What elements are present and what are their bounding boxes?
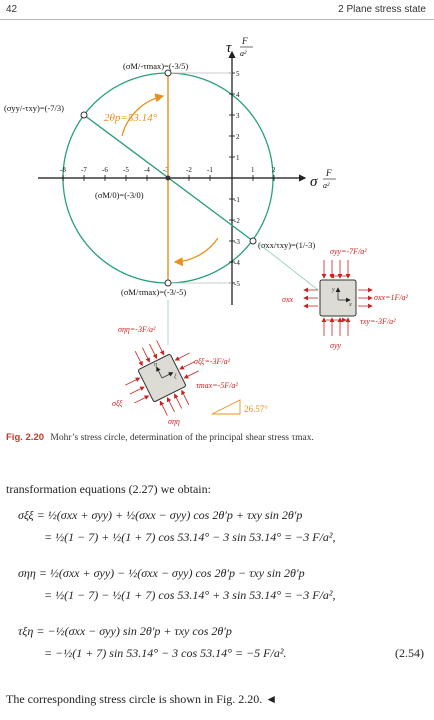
axis-x: x — [349, 302, 352, 308]
y-tick-label: 1 — [236, 154, 240, 162]
x-tick-label: -8 — [60, 166, 66, 174]
x-tick-label: -3 — [163, 166, 169, 174]
elem2-tmax: τmax=-5F/a² — [196, 381, 238, 390]
chapter-title: 2 Plane stress state — [338, 4, 426, 15]
x-tick-label: -6 — [102, 166, 108, 174]
x-tick-label: 1 — [251, 166, 255, 174]
y-tick-label: -5 — [234, 280, 240, 288]
label-right-point: (σxx/τxy)=(1/-3) — [258, 240, 316, 250]
label-top-point: (σM/-τmax)=(-3/5) — [123, 61, 189, 71]
caption-text: Mohr’s stress circle, determination of the principal shear stress τmax. — [50, 433, 314, 443]
elem2-sxx-left: σξξ — [112, 399, 123, 408]
eq-tau-xieta-value: = −½(1 + 7) sin 53.14° − 3 cos 53.14° = −5 F/a². — [44, 646, 287, 660]
y-tick-label: 5 — [236, 70, 240, 78]
angle-arc-lower — [175, 238, 218, 262]
point-left — [81, 112, 87, 118]
stress-element-rotated — [112, 325, 268, 426]
page-header — [0, 3, 434, 19]
leader-line-right — [258, 243, 318, 290]
figure-label: Fig. 2.20 — [6, 432, 45, 443]
y-tick-label: -4 — [234, 259, 240, 267]
label-bottom-point: (σM/τmax)=(-3/-5) — [121, 287, 187, 297]
axis-xi: ξ — [174, 374, 177, 380]
elem1-sxx-left: σxx — [282, 295, 294, 304]
eq-sigma-etaeta-value: = ½(1 − 7) − ½(1 + 7) cos 53.14° + 3 sin 53.14° = −3 F/a², — [44, 588, 336, 602]
point-right — [250, 238, 256, 244]
elem1-syy-bot: σyy — [330, 341, 342, 350]
elem2-snn: σηη=-3F/a² — [118, 325, 156, 334]
elem1-txy: τxy=-3F/a² — [360, 317, 396, 326]
sigma-unit-den: a² — [323, 181, 330, 190]
x-tick-label: -2 — [186, 166, 192, 174]
tau-axis-label: τ — [226, 40, 232, 56]
equation-number: (2.54) — [395, 646, 424, 660]
elem2-sxx: σξξ=-3F/a² — [194, 357, 231, 366]
label-left-point: (σyy/-τxy)=(-7/3) — [4, 103, 64, 113]
tau-unit-num: F — [242, 36, 248, 46]
x-tick-label: -7 — [81, 166, 87, 174]
closing-text: The corresponding stress circle is shown in Fig. 2.20. ◄ — [6, 692, 278, 706]
sigma-axis-label: σ — [310, 174, 318, 190]
y-tick-label: 3 — [236, 112, 240, 120]
y-tick-label: -3 — [234, 238, 240, 246]
angle-label: 2θp=53.14° — [104, 112, 157, 124]
elem1-syy-top: σyy=-7F/a² — [330, 247, 367, 256]
point-bottom — [165, 280, 171, 286]
eq-sigma-xixi: σξξ = ½(σxx + σyy) + ½(σxx − σyy) cos 2θ′p + τxy sin 2θ′p — [18, 508, 303, 522]
y-tick-label: -2 — [234, 217, 240, 225]
eq-sigma-etaeta: σηη = ½(σxx + σyy) − ½(σxx − σyy) cos 2θ′p − τxy sin 2θ′p — [18, 566, 305, 580]
eq-tau-xieta: τξη = −½(σxx − σyy) sin 2θ′p + τxy cos 2θ′p — [18, 624, 232, 638]
point-center — [166, 176, 171, 181]
x-tick-label: 2 — [272, 166, 276, 174]
x-tick-label: -4 — [144, 166, 150, 174]
elem2-angle: 26.57° — [244, 404, 268, 414]
y-tick-label: 4 — [236, 91, 240, 99]
intro-text: transformation equations (2.27) we obtain: — [6, 482, 211, 496]
y-tick-label: 2 — [236, 133, 240, 141]
figure-caption — [6, 432, 430, 443]
axis-eta: η — [154, 362, 157, 368]
sigma-unit-num: F — [326, 168, 332, 178]
elem1-sxx-right: σxx=1F/a² — [374, 293, 408, 302]
tau-unit-den: a² — [240, 49, 247, 58]
x-tick-label: -1 — [207, 166, 213, 174]
mohr-circle-figure — [0, 20, 434, 430]
axis-y: y — [332, 287, 335, 293]
eq-sigma-xixi-value: = ½(1 − 7) + ½(1 + 7) cos 53.14° − 3 sin 53.14° = −3 F/a², — [44, 530, 336, 544]
stress-element-xy — [282, 247, 409, 350]
x-tick-label: -5 — [123, 166, 129, 174]
elem2-snn-bottom: σηη — [168, 417, 180, 426]
y-tick-label: -1 — [234, 196, 240, 204]
label-center-point: (σM/0)=(-3/0) — [95, 190, 144, 200]
page-number: 42 — [6, 4, 18, 15]
angle-triangle — [212, 400, 240, 414]
